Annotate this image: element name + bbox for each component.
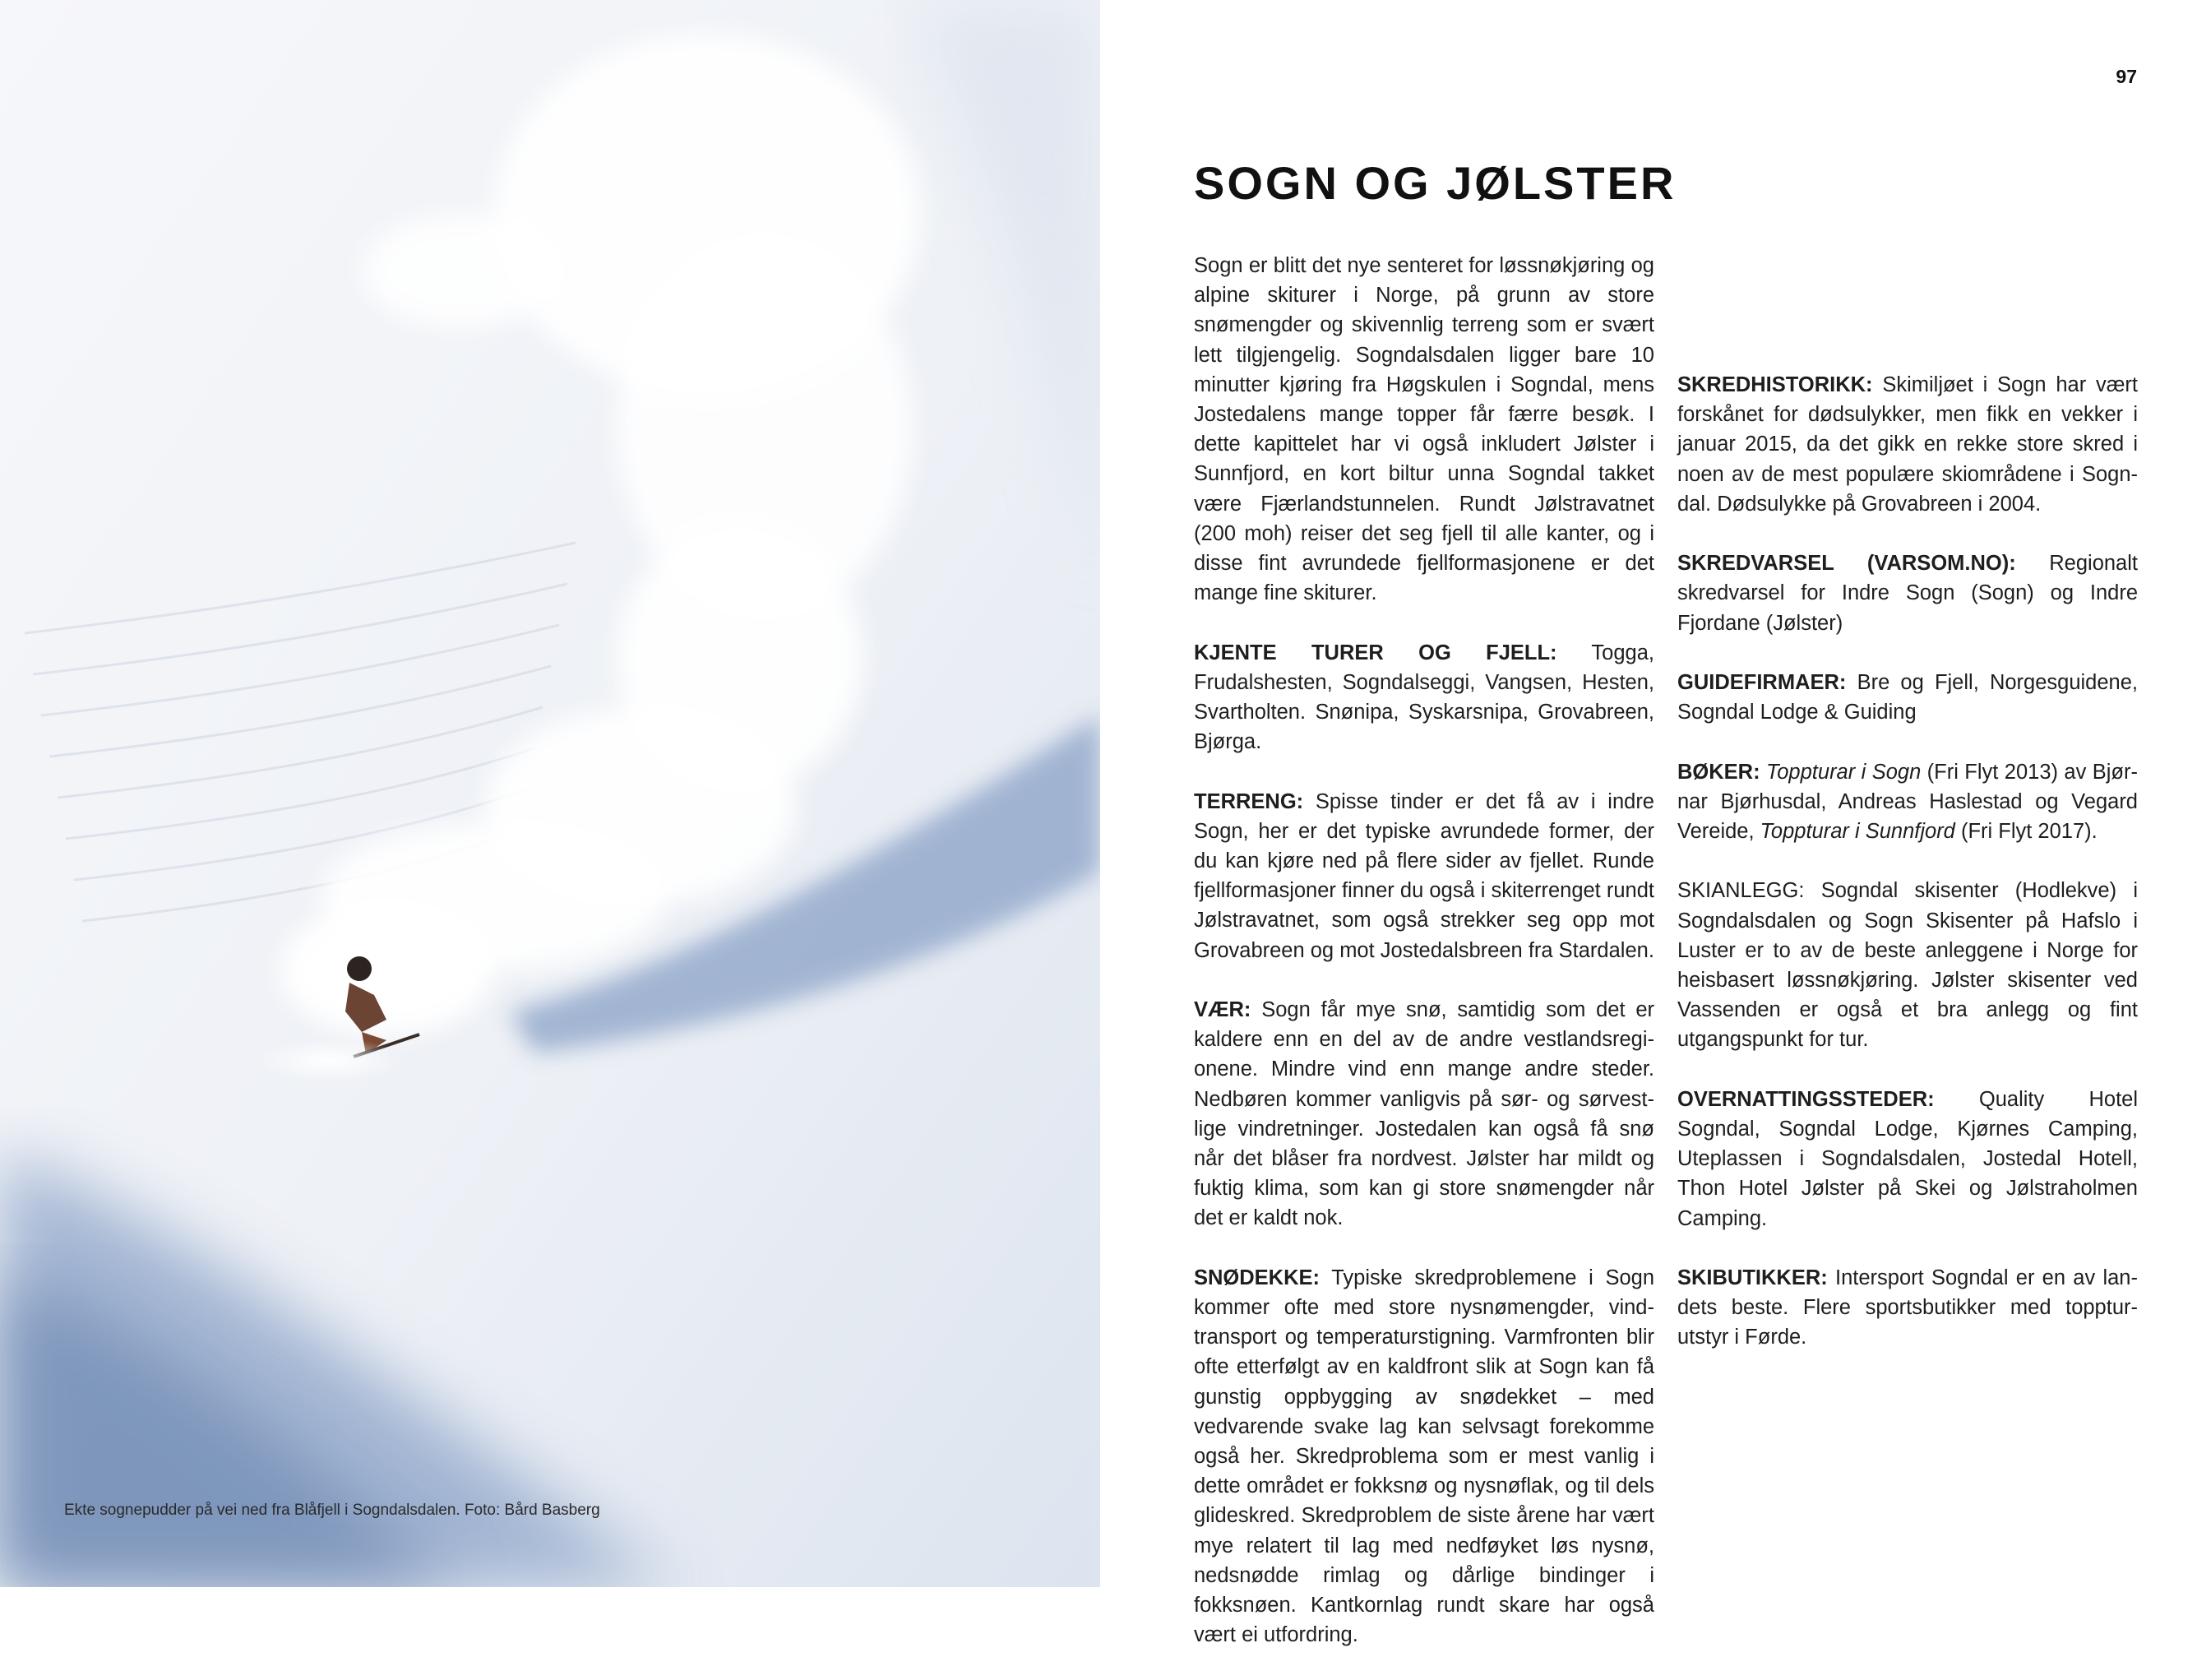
- photo-snow-skier: [0, 0, 1100, 1587]
- text-column-left: [1194, 251, 1654, 1680]
- section-text: Intersport Sogndal er en av landets beste. Flere sportsbutikker med toppturutstyr i Førde.: [1677, 1266, 2138, 1349]
- section-vaer: [1194, 995, 1654, 1233]
- section-label: VÆR:: [1194, 998, 1251, 1022]
- section-text: Typiske skredproblemene i Sogn kommer ofte med store nysnømengder, vindtransport og temperaturstigning. Varmfronten blir ofte etterfølgt av en kaldfront slik at Sogn kan få gunstig oppbygging av snødekket – med vedvarende svake lag kan selvsagt forekomme også her. Skredproblema som er mest vanlig i dette området er fokksnø og nysnøflak, og til dels glideskred. Skredproblem de siste årene har vært mye relatert til lag med nedføyket løs nysnø, nedsnødde rimlag og dårlige bindinger i fokksnøen. Kantkornlag rundt skare har også vært ei utfordring.: [1194, 1266, 1654, 1647]
- section-label: OVERNATTINGSSTEDER:: [1677, 1087, 1935, 1111]
- photo-caption: Ekte sognepudder på vei ned fra Blåfjell i Sogndalsdalen. Foto: Bård Basberg: [64, 1502, 600, 1519]
- book-title: Toppturar i Sunnfjord: [1760, 820, 1955, 843]
- section-guidefirmaer: [1677, 668, 2138, 727]
- section-text: Spisse tinder er det få av i indre Sogn, her er det typiske avrundede former, der du kan kjøre ned på flere sider av fjellet. Runde fjellformasjoner finner du også i skiterrenget rundt Jølstravatnet, som også strekker seg opp mot Grovabreen og mot Jostedalsbreen fra Stardalen.: [1194, 789, 1654, 962]
- photo-illustration: [0, 0, 1100, 1587]
- skier-powder-burst: [255, 1038, 403, 1084]
- section-label: SKREDVARSEL (VARSOM.NO):: [1677, 552, 2016, 576]
- section-label: TERRENG:: [1194, 789, 1304, 813]
- section-label: SNØDEKKE:: [1194, 1266, 1321, 1289]
- section-snodekke: [1194, 1263, 1654, 1650]
- section-text: Quality Hotel Sogndal, Sogndal Lodge, Kjørnes Camping, Uteplassen i Sogndalsdalen, Jostedal Hotell, Thon Hotel Jølster på Skei og Jølstraholmen Camping.: [1677, 1087, 2138, 1230]
- section-label: SKREDHISTORIKK:: [1677, 373, 1873, 396]
- section-skredhistorikk: [1677, 370, 2138, 519]
- section-text: (Fri Flyt 2013) av Bjørnar Bjørhusdal, Andreas Haslestad og Vegard Vereide,: [1677, 760, 2138, 843]
- section-label: GUIDEFIRMAER:: [1677, 671, 1847, 694]
- section-kjente-turer: [1194, 638, 1654, 757]
- section-label: SKIBUTIKKER:: [1677, 1266, 1828, 1289]
- section-skianlegg: SKIANLEGG: Sogndal skisenter (Hodlekve) i Sogndalsdalen og Sogn Skisenter på Hafslo i Luster er to av de beste anleggene i Norge for heisbasert løssnøkjøring. Jølster skisenter ved Vassenden er også et bra anlegg og fint utgangspunkt for tur.: [1677, 879, 2138, 1052]
- section-skredvarsel: [1677, 548, 2138, 638]
- section-overnatting: [1677, 1085, 2138, 1233]
- section-label: BØKER:: [1677, 760, 1760, 784]
- section-text: Skimiljøet i Sogn har vært forskånet for dødsulykker, men fikk en vekker i januar 2015, da det gikk en rekke store skred i noen av de mest populære skiområdene i Sogndal. Dødsulykke på Grovabreen i 2004.: [1677, 373, 2138, 516]
- section-boker: [1677, 757, 2138, 847]
- intro-paragraph: Sogn er blitt det nye senteret for løssnøkjøring og alpine skiturer i Norge, på grunn av store snømengder og skivennlig terreng som er svært lett tilgjengelig. Sogndalsdalen ligger bare 10 minutter kjøring fra Høgskulen i Sogndal, mens Jostedalens mange topper får færre besøk. I dette kapittelet har vi også inkludert Jølster i Sunnfjord, en kort biltur unna Sogndal takket være Fjærlandstunnelen. Rundt Jølstravatnet (200 moh) reiser det seg fjell til alle kanter, og i disse fint avrundede fjellformasjonene er det mange fine skiturer.: [1194, 254, 1654, 605]
- section-skibutikker: [1677, 1263, 2138, 1353]
- section-text: (Fri Flyt 2017).: [1954, 820, 2098, 843]
- text-column-right-flow: [1677, 251, 2138, 1382]
- section-text: Sogn får mye snø, samtidig som det er kaldere enn en del av de andre vestlandsregionene. Mindre vind enn mange andre steder. Nedbøren kommer vanligvis på sør- og sørvestlige vindretninger. Jostedalen kan også få snø når det blåser fra nordvest. Jølster har mildt og fuktig klima, som kan gi store snømengder når det er kaldt nok.: [1194, 998, 1654, 1230]
- section-text: Togga, Frudalshesten, Sogndalseggi, Vangsen, Hesten, Svartholten. Snønipa, Syskarsnipa, Grovabreen, Bjørga.: [1194, 641, 1654, 754]
- book-title: Toppturar i Sogn: [1766, 760, 1922, 784]
- chapter-title: SOGN OG JØLSTER: [1194, 157, 1677, 209]
- page-number: 97: [2116, 66, 2137, 87]
- section-text: Regionalt skredvarsel for Indre Sogn (Sogn) og Indre Fjordane (Jølster): [1677, 552, 2138, 635]
- section-text: Bre og Fjell, Norgesguidene, Sogndal Lodge & Guiding: [1677, 671, 2138, 724]
- section-label: KJENTE TURER OG FJELL:: [1194, 641, 1557, 664]
- section-terreng: [1194, 787, 1654, 965]
